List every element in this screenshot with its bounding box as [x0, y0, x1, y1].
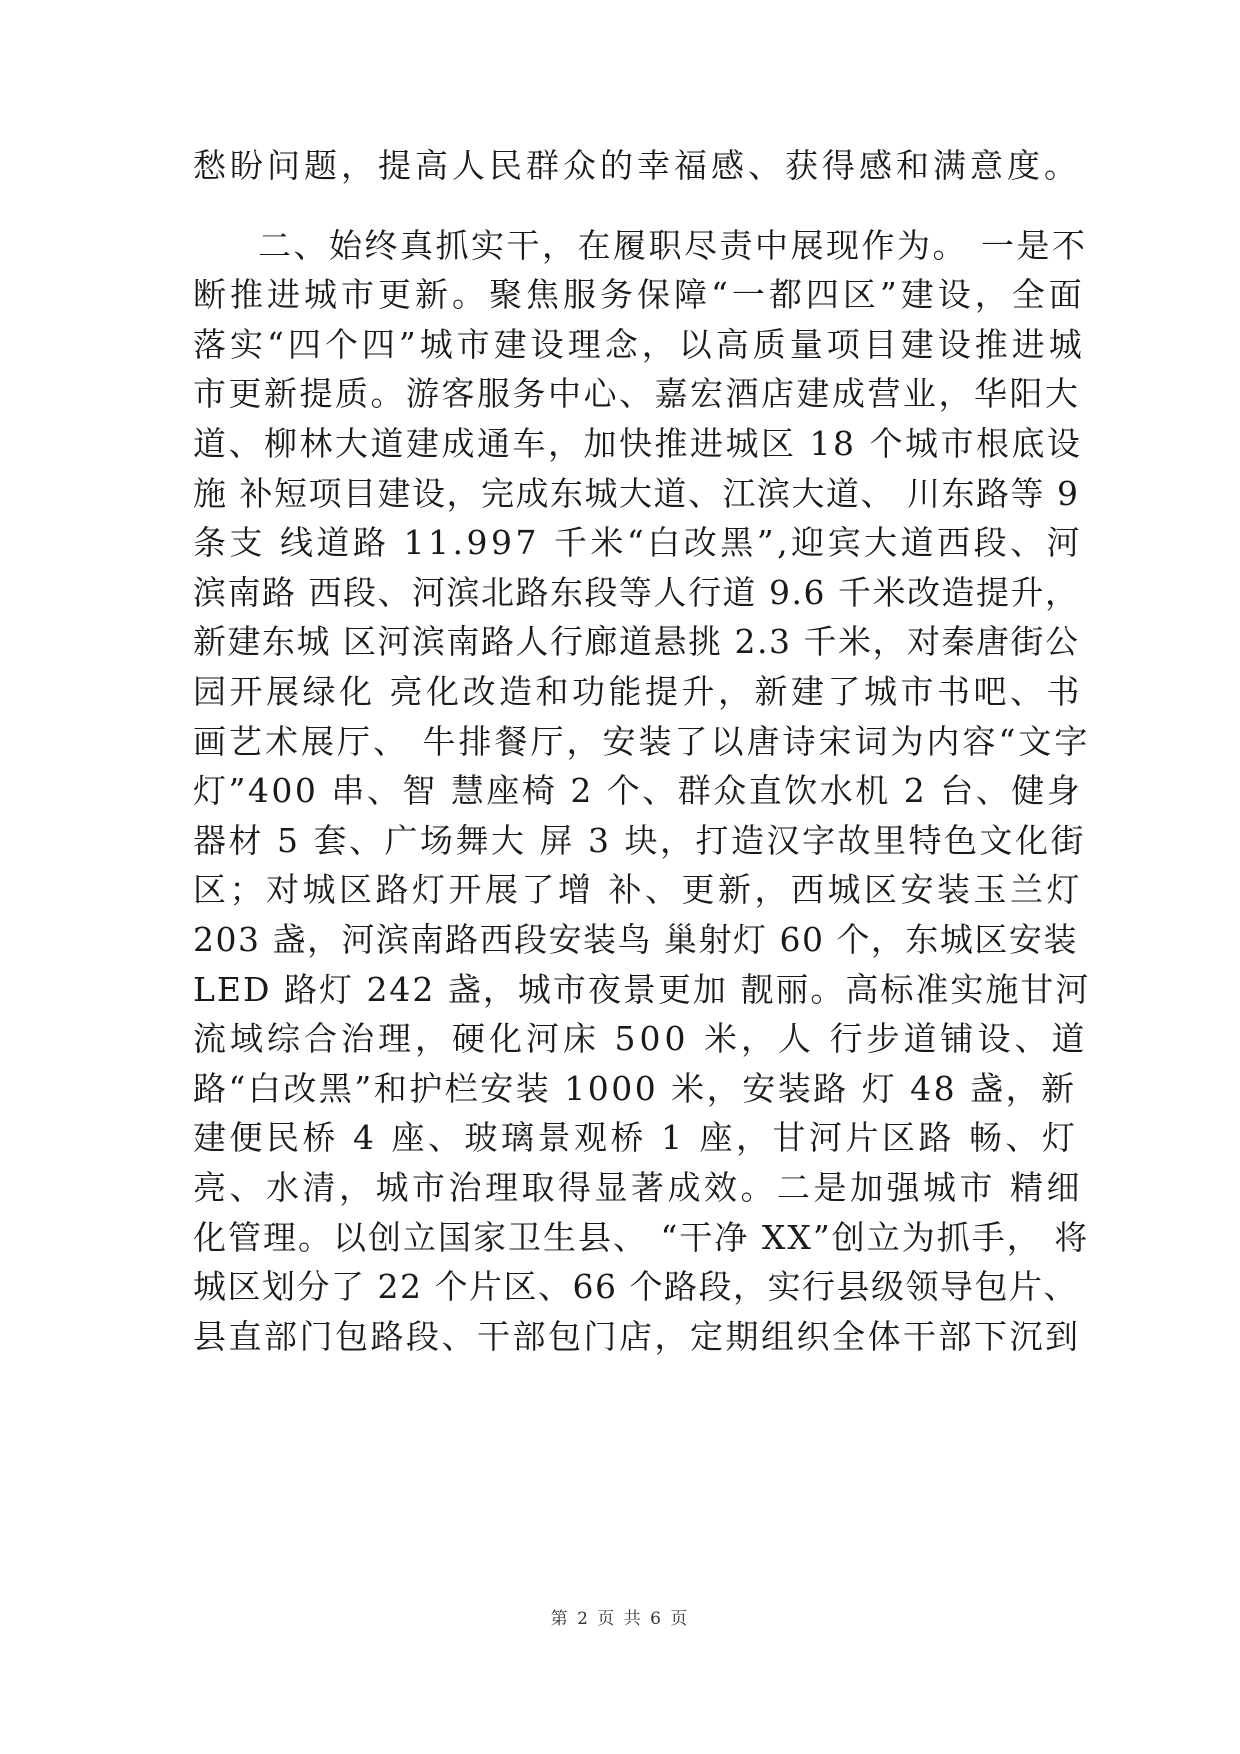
body-line: 滨南路 西段、河滨北路东段等人行道 9.6 千米改造提升， — [193, 573, 1080, 612]
body-line: 新建东城 区河滨南路人行廊道悬挑 2.3 千米，对秦唐街公 — [193, 622, 1080, 661]
body-line: LED 路灯 242 盏，城市夜景更加 靓丽。高标准实施甘河 — [193, 970, 1091, 1009]
body-line: 二、始终真抓实干，在履职尽责中展现作为。 一是不 — [258, 226, 1088, 265]
body-line: 断推进城市更新。聚焦服务保障“一都四区”建设，全面 — [193, 275, 1086, 314]
body-line: 器材 5 套、广场舞大 屏 3 块，打造汉字故里特色文化街 — [193, 821, 1086, 860]
body-line: 路“白改黑”和护栏安装 1000 米，安装路 灯 48 盏，新 — [193, 1069, 1077, 1108]
body-line: 区；对城区路灯开展了增 补、更新，西城区安装玉兰灯 — [193, 870, 1083, 909]
body-line: 画艺术展厅、 牛排餐厅，安装了以唐诗宋词为内容“文字 — [193, 722, 1091, 761]
body-line: 化管理。以创立国家卫生县、 “干净 XX”创立为抓手， 将 — [193, 1218, 1090, 1257]
body-line: 灯”400 串、智 慧座椅 2 个、群众直饮水机 2 台、健身 — [193, 771, 1083, 810]
body-line: 条支 线道路 11.997 千米“白改黑”,迎宾大道西段、河 — [193, 523, 1084, 562]
body-line: 建便民桥 4 座、玻璃景观桥 1 座，甘河片区路 畅、灯 — [193, 1118, 1079, 1157]
page-number-footer: 第 2 页 共 6 页 — [550, 1609, 690, 1629]
body-line: 城区划分了 22 个片区、66 个路段，实行县级领导包片、 — [193, 1267, 1078, 1306]
body-line: 道、柳林大道建成通车，加快推进城区 18 个城市根底设 — [193, 424, 1083, 463]
body-line: 愁盼问题，提高人民群众的幸福感、获得感和满意度。 — [193, 146, 1081, 185]
body-line: 亮、水清，城市治理取得显著成效。二是加强城市 精细 — [193, 1168, 1083, 1207]
body-line: 流域综合治理，硬化河床 500 米，人 行步道铺设、道 — [193, 1019, 1089, 1058]
body-line: 市更新提质。游客服务中心、嘉宏酒店建成营业，华阳大 — [193, 374, 1081, 413]
body-line: 县直部门包路段、干部包门店，定期组织全体干部下沉到 — [193, 1317, 1081, 1356]
body-line: 施 补短项目建设，完成东城大道、江滨大道、 川东路等 9 — [193, 474, 1080, 513]
body-line: 落实“四个四”城市建设理念，以高质量项目建设推进城 — [193, 325, 1086, 364]
body-line: 园开展绿化 亮化改造和功能提升，新建了城市书吧、书 — [193, 672, 1083, 711]
body-line: 203 盏，河滨南路西段安装鸟 巢射灯 60 个，东城区安装 — [193, 920, 1078, 959]
